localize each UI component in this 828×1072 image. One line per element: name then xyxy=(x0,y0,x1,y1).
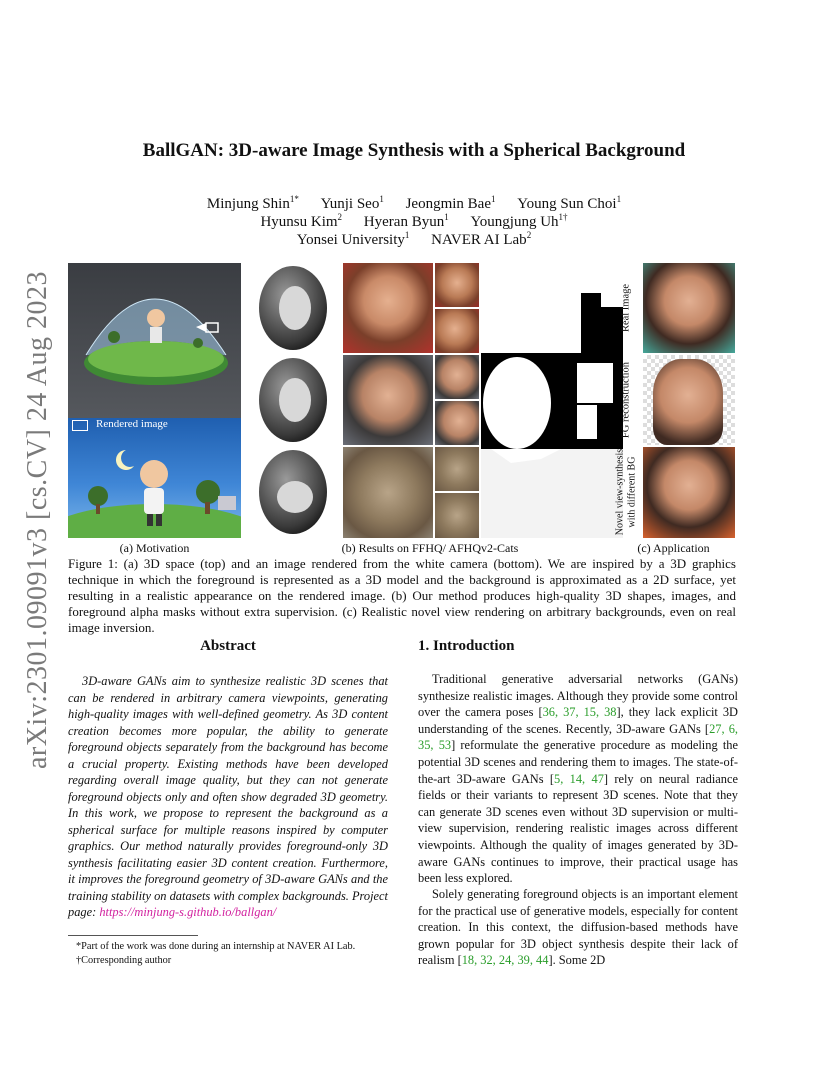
footnote-divider xyxy=(68,935,198,936)
arxiv-identifier: arXiv:2301.09091v3 [cs.CV] 24 Aug 2023 xyxy=(22,270,53,770)
paper-title: BallGAN: 3D-aware Image Synthesis with a Spherical Background xyxy=(142,140,686,161)
face-thumb-2a xyxy=(435,355,479,399)
figure-caption: Figure 1: (a) 3D space (top) and an image rendered from the white camera (bottom). We are inspired by a 3D graphics technique in which the foreground is represented as a 3D model and the background is approximated as a 2D surface, yet resulting in a realistic appearance on the rendered image. (b) Our method produces high-quality 3D shapes, images, and foreground alpha masks without extra supervision. (c) Realistic novel view rendering on arbitrary backgrounds, even on real image inversion. xyxy=(68,556,736,635)
intro-text: ]. Some 2D xyxy=(548,953,606,968)
real-image-label: Real Image xyxy=(620,283,632,333)
author: Young Sun Choi$^1$ xyxy=(517,194,622,212)
citation-link[interactable]: 5, 14, 47 xyxy=(554,771,604,786)
intro-heading: 1. Introduction xyxy=(418,638,515,654)
intro-text: ] reformulate the generative procedure as modeling the potential 3D scenes and rendering them to images. The state-of-the-art 3D-aware GANs [ xyxy=(418,738,738,786)
arxiv-side-stamp xyxy=(14,270,62,770)
fg-reconstruction-image xyxy=(643,355,735,445)
abstract-text: 3D-aware GANs aim to synthesize realistic 3D scenes that can be rendered in arbitrary camera viewpoints, generating high-quality images with well-defined geometry. As 3D content creation becomes more popular, the ability to generate foreground objects separately from the background has become a crucial property. Existing methods have been developed regarding overall image quality, but they can not generate foreground objects only and often show degraded 3D geometry. In this work, we propose to represent the background as a spherical surface for multiple reasons inspired by computer graphics. Our method naturally provides foreground-only 3D synthesis facilitating easier 3D content creation. Furthermore, it improves the foreground geometry of 3D-aware GANs and the training stability on datasets with complex backgrounds. Project page: xyxy=(68,674,388,919)
subcaption-b: (b) Results on FFHQ/ AFHQv2-Cats xyxy=(341,541,519,555)
project-page-link[interactable]: https://minjung-s.github.io/ballgan/ xyxy=(99,905,277,919)
intro-text: Solely generating foreground objects is an important element for the practical use of generative models, especially for content creation. In this context, the diffusion-based methods have grown popular for 3D object synthesis despite their lack of realism [ xyxy=(418,887,738,968)
face-thumb-2b xyxy=(435,401,479,445)
author: Hyunsu Kim$^2$ xyxy=(260,212,343,230)
face-thumb-1a xyxy=(435,263,479,307)
author: Youngjung $Uh^{1\dagger}$ xyxy=(470,212,568,230)
subcaption-a: (a) Motivation xyxy=(119,541,190,555)
face-thumb-1b xyxy=(435,309,479,353)
affiliation: Yonsei University$^1$ xyxy=(296,230,410,248)
figure-b-shapes xyxy=(245,263,340,538)
intro-paragraph-2 xyxy=(418,886,738,969)
rendered-image-label: Rendered image xyxy=(96,418,168,430)
citation-link[interactable]: 27, 6, 35, 53 xyxy=(418,721,738,753)
affiliation: NAVER AI Lab$^2$ xyxy=(431,230,532,248)
novel-view-image xyxy=(643,447,735,538)
intro-text: Traditional generative adversarial networks (GANs) synthesize realistic images. Although they provide some control over the camera poses [ xyxy=(418,672,738,720)
author: Jeongmin Bae$^1$ xyxy=(405,194,496,212)
application-row-labels xyxy=(612,263,640,538)
subcaption-c: (c) Application xyxy=(637,541,710,555)
abstract-heading: Abstract xyxy=(200,638,256,654)
cat-thumb-a xyxy=(435,447,479,491)
abstract-body xyxy=(68,673,388,921)
intro-text: ] rely on neural radiance fields or their variants to represent 3D scenes. Note that they can generate 3D scenes even without 3D supervision or multi-view supervision, rendering realistic images across different viewpoints. Although the quality of images generated by 3D-aware GANs continues to improve, their practical usage has been less explored. xyxy=(418,771,738,886)
novel-view-label: Novel view-synthesis xyxy=(614,448,626,536)
face-image-1 xyxy=(343,263,433,353)
cat-image xyxy=(343,447,433,538)
citation-link[interactable]: 18, 32, 24, 39, 44 xyxy=(461,953,549,968)
face-image-2 xyxy=(343,355,433,445)
novel-view-label-2: with different BG xyxy=(626,456,638,528)
author: Yunji Seo$^1$ xyxy=(320,194,384,212)
citation-link[interactable]: 36, 37, 15, 38 xyxy=(542,705,617,720)
affiliations xyxy=(60,232,768,249)
author-line-2 xyxy=(60,214,768,231)
intro-text: ], they lack explicit 3D understanding of the scenes. Recently, 3D-aware GANs [ xyxy=(418,705,739,736)
author-line-1 xyxy=(60,196,768,213)
author: Minjung Shin$^{1*}$ xyxy=(206,194,299,212)
figure-a-3d-space xyxy=(68,263,241,418)
author: Hyeran Byun$^1$ xyxy=(363,212,449,230)
figure-b-alpha-masks xyxy=(481,263,623,538)
cat-thumb-b xyxy=(435,493,479,538)
real-image xyxy=(643,263,735,353)
footnote-corresponding: †Corresponding author xyxy=(76,955,172,966)
intro-paragraph-1 xyxy=(418,671,738,887)
figure-a-rendered-image xyxy=(68,418,241,538)
video-camera-icon xyxy=(72,420,88,431)
footnote-internship: *Part of the work was done during an internship at NAVER AI Lab. xyxy=(76,941,356,952)
fg-reconstruction-label: FG reconstruction xyxy=(620,361,632,439)
